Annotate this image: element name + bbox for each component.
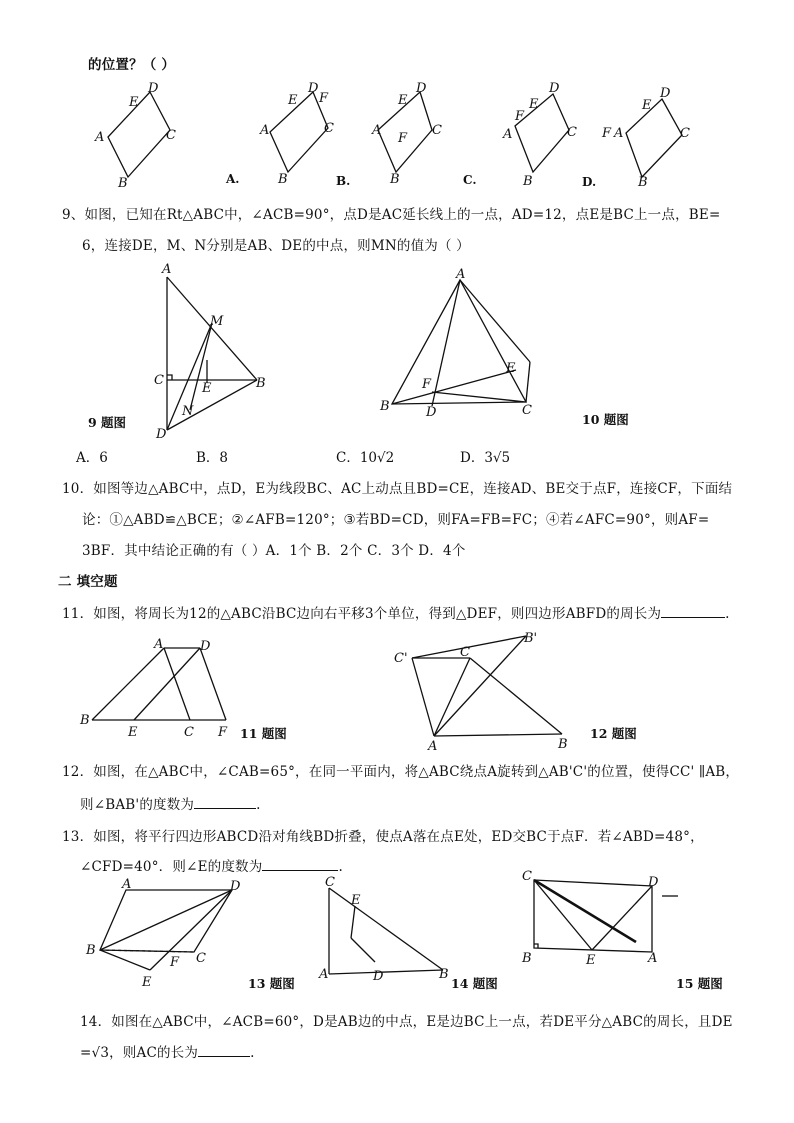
q12-text-line1: 12．如图，在△ABC中，∠CAB=65°，在同一平面内，将△ABC绕点A旋转到△AB'C'的位置，使得CC' ∥AB，: [62, 764, 740, 780]
point-label: B: [380, 399, 390, 414]
point-label: B: [558, 737, 568, 752]
q13-figure: [86, 874, 346, 994]
point-label: A: [260, 123, 270, 138]
q11-answer-blank[interactable]: [661, 605, 725, 618]
point-label: D: [230, 879, 241, 894]
point-label: E: [128, 725, 138, 740]
section-title: 二 填空题: [58, 574, 118, 590]
point-label: E: [642, 98, 652, 113]
q14-text-line2: =√3，则AC的长为: [80, 1045, 199, 1061]
point-label: A: [503, 127, 513, 142]
q11-caption: 11 题图: [240, 726, 287, 741]
point-label: M: [210, 314, 224, 329]
q11-text: 11．如图，将周长为12的△ABC沿BC边向右平移3个单位，得到△DEF，则四边形ABFD的周长为: [62, 606, 662, 622]
point-label: C': [394, 651, 408, 666]
point-label: E: [351, 893, 361, 908]
point-label: B: [439, 967, 449, 982]
q14-text-line1: 14．如图在△ABC中，∠ACB=60°，D是AB边的中点，E是边BC上一点，若DE平分△ABC的周长，且DE: [80, 1014, 733, 1030]
point-label: C: [324, 121, 334, 136]
point-label: F: [422, 377, 432, 392]
point-label: C: [567, 125, 577, 140]
option-a-label: A.: [226, 172, 240, 186]
point-label: B: [86, 943, 96, 958]
q10-text-line3: 3BF．其中结论正确的有（ ）A．1个 B．2个 C．3个 D．4个: [82, 543, 466, 559]
point-label: C: [680, 126, 690, 141]
point-label: C: [196, 951, 206, 966]
point-label: B: [523, 174, 533, 189]
point-label: C: [460, 645, 470, 660]
q9-figure: [88, 262, 282, 445]
q13-text-line1: 13．如图，将平行四边形ABCD沿对角线BD折叠，使点A落在点E处，ED交BC于点F．若∠ABD=48°，: [62, 829, 704, 845]
option-d-label: D.: [582, 175, 597, 189]
point-label: B: [390, 172, 400, 187]
q14-figure: [315, 874, 515, 994]
q9-choice-a: A．6: [76, 450, 108, 466]
point-label: A: [319, 967, 329, 982]
q9-choice-b: B．8: [196, 450, 229, 466]
point-label: C: [184, 725, 194, 740]
point-label: A: [614, 126, 624, 141]
q12-answer-blank[interactable]: [194, 796, 256, 809]
label-d: D: [148, 81, 159, 96]
point-label: E: [288, 93, 298, 108]
option-b-label: B.: [336, 174, 351, 188]
q8-question-tail: 的位置？（ ）: [88, 57, 176, 73]
q9-text-line1: 9、如图，已知在Rt△ABC中，∠ACB=90°，点D是AC延长线上的一点，AD=12，点E是BC上一点，BE=: [62, 207, 721, 223]
q14-answer-blank[interactable]: [198, 1044, 250, 1057]
point-label: N: [182, 404, 194, 419]
q14-caption: 14 题图: [451, 976, 498, 991]
point-label: D: [549, 81, 560, 96]
q11-figure: [78, 638, 308, 748]
point-label: D: [308, 81, 319, 96]
point-label: E: [506, 361, 516, 376]
q10-caption: 10 题图: [582, 412, 629, 427]
point-label: C: [522, 403, 532, 418]
point-label: C: [432, 123, 442, 138]
point-label: B: [638, 175, 648, 190]
point-label: E: [202, 381, 212, 396]
q12-figure: [390, 628, 650, 752]
point-label: E: [142, 975, 152, 990]
point-label: F: [515, 109, 525, 124]
q10-text-line2: 论：①△ABD≌△BCE；②∠AFB=120°；③若BD=CD，则FA=FB=FC；④若∠AFC=90°，则AF=: [82, 512, 710, 528]
q10-text-line1: 10．如图等边△ABC中，点D，E为线段BC、AC上动点且BD=CE，连接AD、BE交于点F，连接CF，下面结: [62, 481, 733, 497]
point-label: C: [522, 869, 532, 884]
point-label: B: [522, 951, 532, 966]
point-label: F: [170, 955, 180, 970]
point-label: F: [218, 725, 228, 740]
point-label: E: [529, 97, 539, 112]
q9-text-line2: 6，连接DE，M、N分别是AB、DE的中点，则MN的值为（ ）: [82, 238, 470, 254]
point-label: F: [319, 91, 329, 106]
q15-caption: 15 题图: [676, 976, 723, 991]
q8-option-a-figure: [226, 80, 368, 190]
point-label: A: [648, 951, 658, 966]
point-label: A: [162, 262, 172, 277]
point-label: D: [156, 427, 167, 442]
point-label: C: [325, 875, 335, 890]
point-label: D: [373, 969, 384, 984]
point-label: A: [428, 739, 438, 754]
option-c-label: C.: [463, 173, 477, 187]
point-label: A: [372, 123, 382, 138]
q15-figure: [518, 866, 738, 996]
q12-text-line2: 则∠BAB'的度数为: [80, 797, 195, 813]
point-label: B: [278, 172, 288, 187]
q9-choice-d: D．3√5: [460, 450, 511, 466]
q9-choice-c: C．10√2: [336, 450, 395, 466]
q8-option-d-figure: [582, 85, 710, 195]
point-label: D: [416, 81, 427, 96]
point-label: F: [602, 126, 612, 141]
point-label: A: [154, 637, 164, 652]
label-e: E: [129, 95, 139, 110]
point-label: E: [586, 953, 596, 968]
point-label: D: [426, 405, 437, 420]
label-c: C: [166, 128, 176, 143]
q10-figure: [378, 267, 668, 427]
point-label: F: [398, 131, 408, 146]
label-b: B: [118, 176, 128, 191]
point-label: B': [524, 631, 538, 646]
q8-option-c-figure: [463, 80, 615, 190]
point-label: B: [256, 376, 266, 391]
point-label: E: [398, 93, 408, 108]
q13-answer-blank[interactable]: [262, 858, 338, 871]
point-label: A: [122, 877, 132, 892]
point-label: D: [200, 639, 211, 654]
q9-caption: 9 题图: [88, 415, 127, 430]
point-label: B: [80, 713, 90, 728]
point-label: D: [660, 86, 671, 101]
point-label: C: [154, 373, 164, 388]
point-label: D: [648, 875, 659, 890]
label-a: A: [95, 130, 105, 145]
q13-text-line2: ∠CFD=40°．则∠E的度数为: [80, 859, 263, 875]
q12-caption: 12 题图: [590, 726, 637, 741]
q8-original-figure: [95, 80, 185, 190]
q13-caption: 13 题图: [248, 976, 295, 991]
point-label: A: [456, 267, 466, 282]
